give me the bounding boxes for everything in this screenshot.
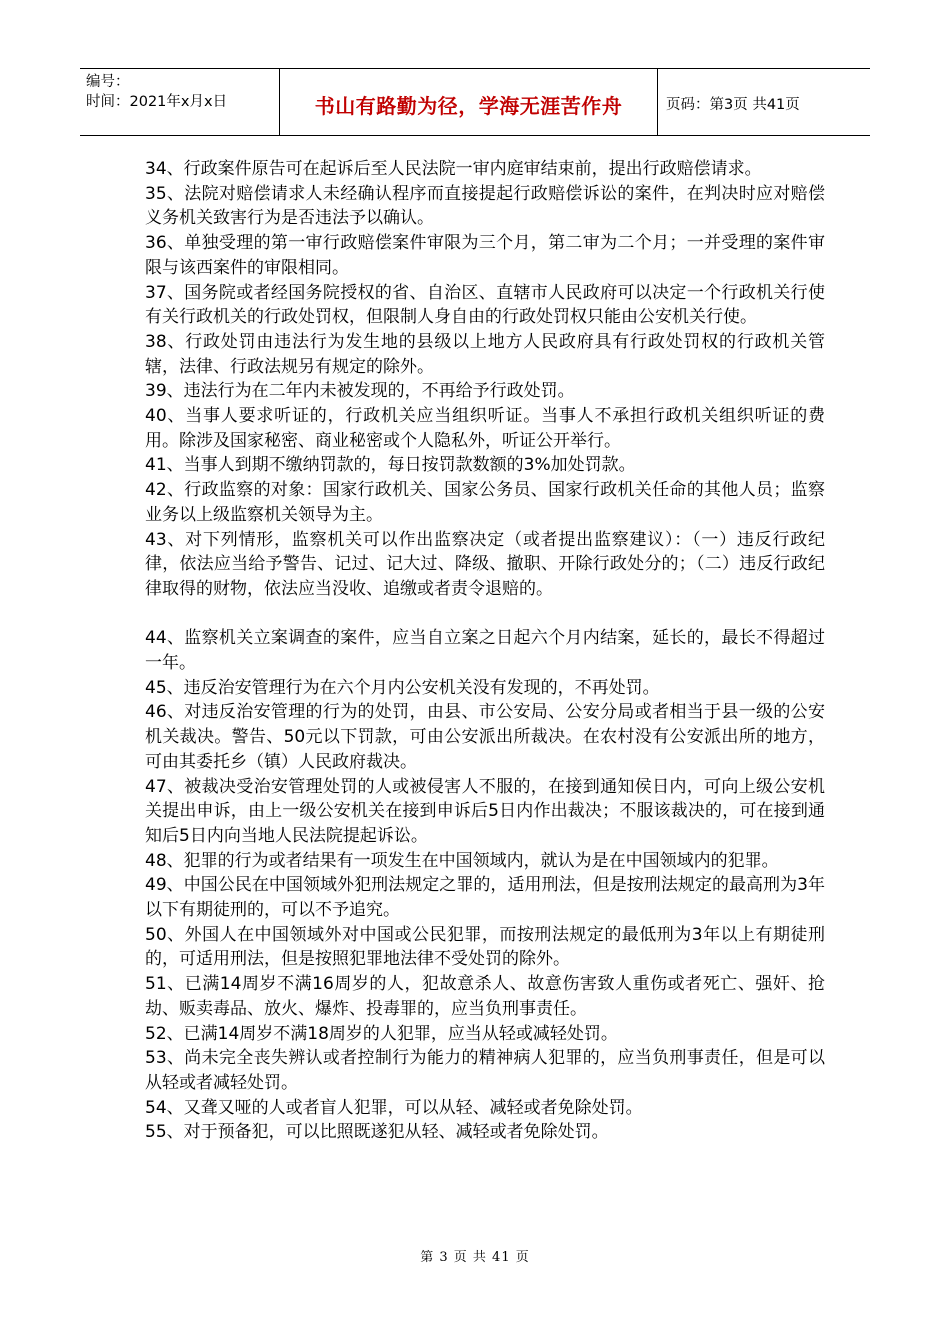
paragraph-54: 54、又聋又哑的人或者盲人犯罪，可以从轻、减轻或者免除处罚。 [145, 1097, 643, 1118]
header-meta [80, 69, 280, 135]
paragraph-52: 52、已满14周岁不满18周岁的人犯罪，应当从轻或减轻处罚。 [145, 1023, 618, 1044]
paragraph-42: 42、行政监察的对象：国家行政机关、国家公务员、国家行政机关任命的其他人员；监察业务以上级监察机关领导为主。 [145, 480, 825, 525]
paragraph-46: 46、对违反治安管理的行为的处罚，由县、市公安局、公安分局或者相当于县一级的公安机关裁决。警告、50元以下罚款，可由公安派出所裁决。在农村没有公安派出所的地方，可由其委托乡（镇）人民政府裁决。 [145, 702, 825, 772]
header-page-number: 页码：第3页 共41页 [666, 96, 800, 113]
paragraph-36: 36、单独受理的第一审行政赔偿案件审限为三个月，第二审为二个月；一并受理的案件审限与该西案件的审限相同。 [145, 233, 825, 278]
document-body [145, 157, 825, 1145]
paragraph-50: 50、外国人在中国领域外对中国或公民犯罪，而按刑法规定的最低刑为3年以上有期徒刑的，可适用刑法，但是按照犯罪地法律不受处罚的除外。 [145, 924, 825, 970]
paragraph-41: 41、当事人到期不缴纳罚款的，每日按罚款数额的3%加处罚款。 [145, 455, 636, 476]
paragraph-34: 34、行政案件原告可在起诉后至人民法院一审内庭审结束前，提出行政赔偿请求。 [145, 159, 762, 179]
paragraph-55: 55、对于预备犯，可以比照既遂犯从轻、减轻或者免除处罚。 [145, 1122, 609, 1143]
paragraph-43: 43、对下列情形，监察机关可以作出监察决定（或者提出监察建议）：（一）违反行政纪律，依法应当给予警告、记过、记大过、降级、撤职、开除行政处分的；（二）违反行政纪律取得的财物，依法应当没收、追缴或者责令退赔的。 [145, 529, 825, 599]
paragraph-44: 44、监察机关立案调查的案件，应当自立案之日起六个月内结案，延长的，最长不得超过一年。 [145, 628, 825, 674]
header-motto-cell [280, 69, 658, 135]
document-number: 编号： [86, 74, 130, 90]
paragraph-45: 45、违反治安管理行为在六个月内公安机关没有发现的，不再处罚。 [145, 677, 660, 698]
paragraph-39: 39、违法行为在二年内未被发现的，不再给予行政处罚。 [145, 381, 575, 402]
paragraph-48: 48、犯罪的行为或者结果有一项发生在中国领域内，就认为是在中国领域内的犯罪。 [145, 850, 779, 871]
paragraph-51: 51、已满14周岁不满16周岁的人，犯故意杀人、故意伤害致人重伤或者死亡、强奸、抢劫、贩卖毒品、放火、爆炸、投毒罪的，应当负刑事责任。 [145, 974, 825, 1019]
header-page-cell [658, 69, 870, 135]
paragraph-53: 53、尚未完全丧失辨认或者控制行为能力的精神病人犯罪的，应当负刑事责任，但是可以从轻或者减轻处罚。 [145, 1048, 825, 1093]
paragraph-35: 35、法院对赔偿请求人未经确认程序而直接提起行政赔偿诉讼的案件，在判决时应对赔偿义务机关致害行为是否违法予以确认。 [145, 183, 825, 229]
paragraph-37: 37、国务院或者经国务院授权的省、自治区、直辖市人民政府可以决定一个行政机关行使有关行政机关的行政处罚权，但限制人身自由的行政处罚权只能由公安机关行使。 [145, 282, 825, 328]
page-header [80, 68, 870, 136]
page-footer: 第 3 页 共 41 页 [420, 1250, 530, 1265]
paragraph-38: 38、行政处罚由违法行为发生地的县级以上地方人民政府具有行政处罚权的行政机关管辖，法律、行政法规另有规定的除外。 [145, 331, 825, 377]
paragraph-49: 49、中国公民在中国领域外犯刑法规定之罪的，适用刑法，但是按刑法规定的最高刑为3年以下有期徒刑的，可以不予追究。 [145, 875, 825, 921]
blank-line [145, 602, 825, 627]
paragraph-47: 47、被裁决受治安管理处罚的人或被侵害人不服的，在接到通知侯日内，可向上级公安机关提出申诉，由上一级公安机关在接到申诉后5日内作出裁决；不服该裁决的，可在接到通知后5日内向当地人民法院提起诉讼。 [145, 776, 825, 846]
paragraph-40: 40、当事人要求听证的，行政机关应当组织听证。当事人不承担行政机关组织听证的费用。除涉及国家秘密、商业秘密或个人隐私外，听证公开举行。 [145, 406, 825, 451]
header-motto: 书山有路勤为径，学海无涯苦作舟 [314, 93, 623, 118]
document-date: 时间：2021年x月x日 [86, 94, 228, 110]
